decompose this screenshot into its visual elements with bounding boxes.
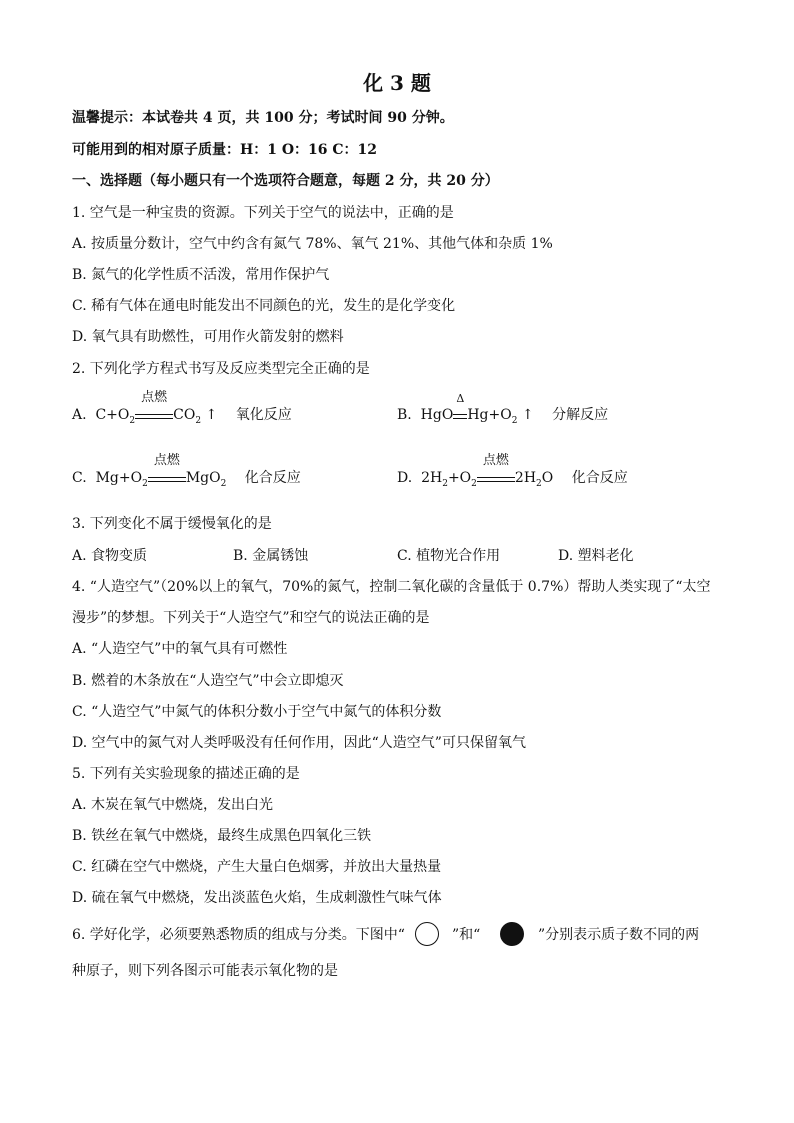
subscript: 2 <box>511 416 518 426</box>
equation-right: MgO <box>185 470 221 486</box>
equals-sign <box>148 477 186 482</box>
equation-left: 2H <box>421 470 443 486</box>
equals-sign <box>453 414 467 419</box>
option-label: D. <box>397 470 413 486</box>
equation-right: 2H <box>514 470 537 486</box>
equation-left: Mg+O <box>95 470 143 486</box>
q1-option-a: A. 按质量分数计，空气中约含有氮气 78%、氧气 21%、其他气体和杂质 1% <box>72 236 553 252</box>
equation-right: O <box>541 470 554 486</box>
condition-label: 点燃 <box>153 453 180 468</box>
exam-tip: 温馨提示：本试卷共 4 页，共 100 分；考试时间 90 分钟。 <box>72 110 454 126</box>
q3-option-a: A. 食物变质 <box>72 548 148 564</box>
q3-option-b: B. 金属锈蚀 <box>233 548 309 564</box>
q2-option-a <box>72 390 292 426</box>
q5-stem: 5. 下列有关实验现象的描述正确的是 <box>72 766 300 782</box>
atomic-mass-note: 可能用到的相对原子质量：H：1 O：16 C：12 <box>72 142 378 158</box>
subscript: 2 <box>220 479 227 489</box>
q3-stem: 3. 下列变化不属于缓慢氧化的是 <box>72 516 272 532</box>
q5-option-c: C. 红磷在空气中燃烧，产生大量白色烟雾，并放出大量热量 <box>72 859 442 875</box>
subscript: 2 <box>195 416 202 426</box>
page-title: 化 3 题 <box>363 71 431 95</box>
equation-left: +O <box>447 470 472 486</box>
q4-stem-line-1: 4. “人造空气”（20%以上的氧气，70%的氮气，控制二氧化碳的含量低于 0.7%）帮助人类实现了“太空 <box>72 579 711 595</box>
subscript: 2 <box>142 479 148 489</box>
q1-option-b: B. 氮气的化学性质不活泼，常用作保护气 <box>72 267 330 283</box>
equation-left: C+O <box>95 407 130 423</box>
option-label: A. <box>72 407 87 423</box>
q1-option-d: D. 氧气具有助燃性，可用作火箭发射的燃料 <box>72 329 344 345</box>
reaction-type: 化合反应 <box>571 470 628 486</box>
reaction-type: 化合反应 <box>244 470 301 486</box>
reaction-condition <box>135 390 173 419</box>
reaction-condition <box>453 392 467 419</box>
q6-stem-line-2: 种原子，则下列各图示可能表示氧化物的是 <box>72 963 338 979</box>
reaction-condition <box>148 453 186 482</box>
q2-option-c <box>72 453 301 489</box>
open-atom-icon <box>415 922 439 946</box>
option-label: B. <box>397 407 412 423</box>
q3-option-c: C. 植物光合作用 <box>397 548 501 564</box>
q2-option-b <box>397 392 609 426</box>
gas-arrow-icon: ↑ <box>205 407 218 423</box>
q4-stem-line-2: 漫步”的梦想。下列关于“人造空气”和空气的说法正确的是 <box>72 610 430 626</box>
subscript: 2 <box>536 479 542 489</box>
q5-option-b: B. 铁丝在氧气中燃烧，最终生成黑色四氧化三铁 <box>72 828 372 844</box>
gas-arrow-icon: ↑ <box>521 407 534 423</box>
q4-option-b: B. 燃着的木条放在“人造空气”中会立即熄灭 <box>72 673 344 689</box>
q2-stem: 2. 下列化学方程式书写及反应类型完全正确的是 <box>72 361 370 377</box>
q6-stem-part-3: ”分别表示质子数不同的两 <box>538 927 700 943</box>
q1-stem: 1. 空气是一种宝贵的资源。下列关于空气的说法中，正确的是 <box>72 205 454 221</box>
q1-option-c: C. 稀有气体在通电时能发出不同颜色的光，发生的是化学变化 <box>72 298 456 314</box>
subscript: 2 <box>471 479 477 489</box>
delta-icon: Δ <box>456 392 465 405</box>
equation-right: Hg+O <box>467 407 512 423</box>
q3-option-d: D. 塑料老化 <box>558 548 634 564</box>
q4-option-a: A. “人造空气”中的氧气具有可燃性 <box>72 641 288 657</box>
reaction-type: 氧化反应 <box>235 407 292 423</box>
reaction-type: 分解反应 <box>552 407 609 423</box>
q6-stem-part-2: ”和“ <box>452 927 481 943</box>
equals-sign <box>477 477 515 482</box>
equals-sign <box>135 414 173 419</box>
reaction-condition <box>477 453 515 482</box>
option-label: C. <box>72 470 87 486</box>
subscript: 2 <box>442 479 448 489</box>
q6-stem-part-1: 6. 学好化学，必须要熟悉物质的组成与分类。下图中“ <box>72 927 405 943</box>
condition-label: 点燃 <box>482 453 509 468</box>
q5-option-d: D. 硫在氧气中燃烧，发出淡蓝色火焰，生成刺激性气味气体 <box>72 890 442 906</box>
q4-option-d: D. 空气中的氮气对人类呼吸没有任何作用，因此“人造空气”可只保留氧气 <box>72 735 526 751</box>
condition-label: 点燃 <box>141 390 168 405</box>
filled-atom-icon <box>500 922 524 946</box>
q5-option-a: A. 木炭在氧气中燃烧，发出白光 <box>72 797 274 813</box>
equation-left: HgO <box>420 407 454 423</box>
q4-option-c: C. “人造空气”中氮气的体积分数小于空气中氮气的体积分数 <box>72 704 442 720</box>
section-heading: 一、选择题（每小题只有一个选项符合题意，每题 2 分，共 20 分） <box>72 173 499 189</box>
subscript: 2 <box>129 416 136 426</box>
q2-option-d <box>397 453 628 489</box>
equation-right: CO <box>173 407 196 423</box>
